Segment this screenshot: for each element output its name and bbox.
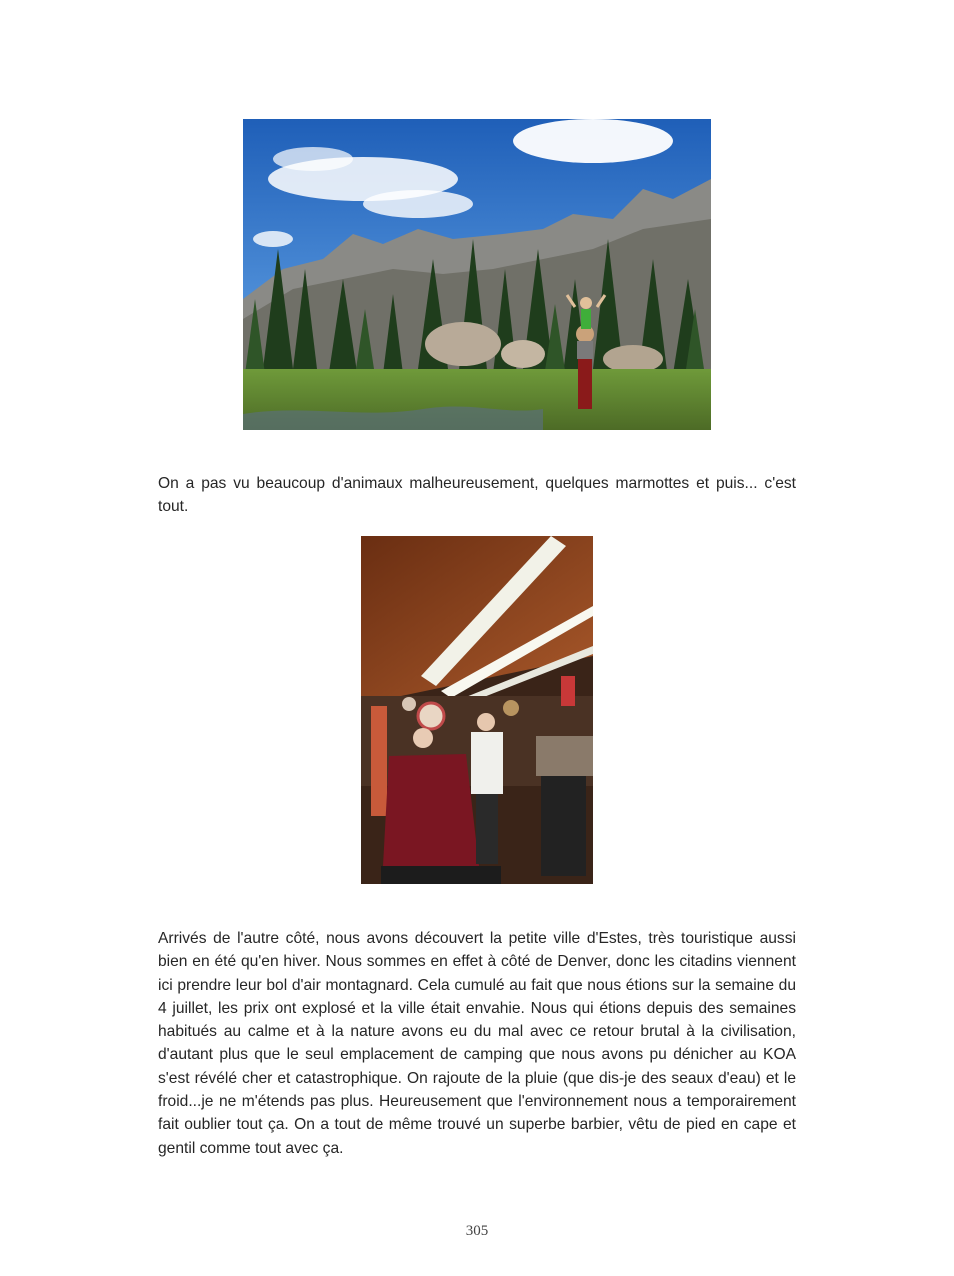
- paragraph-estes: Arrivés de l'autre côté, nous avons découvert la petite ville d'Estes, très touristique aussi bien en été qu'en hiver. Nous sommes en effet à côté de Denver, donc les citadins viennent ici prendre leur bol d'air montagnard. Cela cumulé au fait que nous étions sur la semaine du 4 juillet, les prix ont explosé et la ville était envahie. Nous qui étions depuis des semaines habitués au calme et à la nature avons eu du mal avec ce retour brutal à la civilisation, d'autant plus que le seul emplacement de camping que nous avons pu dénicher au KOA s'est révélé cher et catastrophique. On rajoute de la pluie (que dis-je des seaux d'eau) et le froid...je ne m'étends pas plus. Heureusement que l'environnement nous a temporairement fait oublier tout ça. On a tout de même trouvé un superbe barbier, vêtu de pied en cape et gentil comme tout avec ça.: [158, 930, 796, 1157]
- barber-shop-photo: [361, 536, 593, 884]
- paragraph-animals: On a pas vu beaucoup d'animaux malheureusement, quelques marmottes et puis... c'est tout.: [158, 475, 796, 516]
- page-number: 305: [465, 1223, 489, 1239]
- mountain-photo: [243, 119, 711, 430]
